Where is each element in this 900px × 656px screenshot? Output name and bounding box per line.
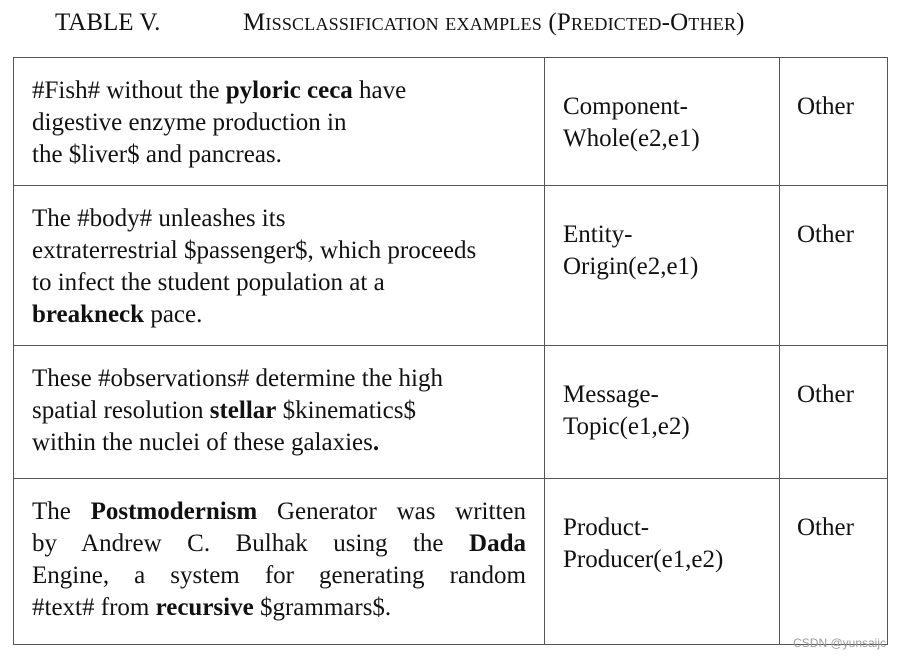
predicted-relation-line: Topic(e1,e2) [563,413,690,440]
predicted-relation-cell [545,346,780,479]
sentence-text: Engine, a system for generating random [32,562,526,589]
table-row [14,58,888,186]
sentence-line [32,267,526,299]
sentence-line [32,560,526,592]
bold-keyword: Dada [469,530,526,557]
table-number: TABLE V. [55,9,161,36]
sentence-line [32,496,526,528]
predicted-relation-line: Message- [563,381,659,408]
sentence-cell [14,346,545,479]
predicted-relation-cell [545,479,780,645]
sentence-text: the $liver$ and pancreas. [32,141,282,168]
gold-label-cell: Other [780,346,888,479]
sentence-line [32,592,526,624]
bold-keyword: Postmodernism [90,498,258,525]
sentence-cell [14,58,545,186]
predicted-relation-cell [545,186,780,346]
sentence-text: within the nuclei of these galaxies [32,429,373,456]
sentence-line [32,528,526,560]
sentence-line [32,107,526,139]
sentence-text: extraterrestrial $passenger$, which proceeds [32,237,477,264]
sentence-text: spatial resolution [32,397,210,424]
sentence-text: #Fish# without the [32,77,226,104]
sentence-line [32,75,526,107]
sentence-text: $grammars$. [253,594,392,621]
predicted-relation-line: Whole(e2,e1) [563,125,700,152]
predicted-relation-line: Entity- [563,221,633,248]
bold-keyword: recursive [155,594,254,621]
bold-keyword: pyloric ceca [225,77,353,104]
sentence-text: $kinematics$ [276,397,416,424]
table-title: Missclassification examples (Predicted-Other) [243,9,745,36]
gold-label-cell: Other [780,58,888,186]
sentence-text: The [32,498,91,525]
table-row [14,479,888,645]
sentence-cell [14,479,545,645]
sentence-line [32,235,526,267]
table-caption [0,6,900,42]
bold-keyword: stellar [209,397,277,424]
sentence-text: to infect the student population at a [32,269,385,296]
table-row [14,346,888,479]
predicted-relation-cell [545,58,780,186]
sentence-text: #text# from [32,594,156,621]
sentence-line [32,139,526,171]
gold-label-cell: Other [780,186,888,346]
bold-keyword: . [372,429,380,456]
sentence-line [32,395,526,427]
watermark: CSDN @yunsaijc [793,636,886,650]
gold-label-cell: Other [780,479,888,645]
sentence-line [32,363,526,395]
sentence-text: by Andrew C. Bulhak using the [32,530,470,557]
bold-keyword: breakneck [32,301,145,328]
predicted-relation-line: Origin(e2,e1) [563,253,699,280]
predicted-relation-line: Product- [563,514,650,541]
misclassification-table [13,57,888,645]
sentence-line [32,427,526,459]
sentence-line [32,203,526,235]
sentence-line [32,299,526,331]
sentence-text: Generator was written [257,498,526,525]
predicted-relation-line: Component- [563,93,688,120]
sentence-text: pace. [144,301,203,328]
predicted-relation-line: Producer(e1,e2) [563,546,724,573]
sentence-text: These #observations# determine the high [32,365,443,392]
sentence-text: The #body# unleashes its [32,205,286,232]
table-row [14,186,888,346]
sentence-text: have [352,77,407,104]
sentence-cell [14,186,545,346]
sentence-text: digestive enzyme production in [32,109,347,136]
